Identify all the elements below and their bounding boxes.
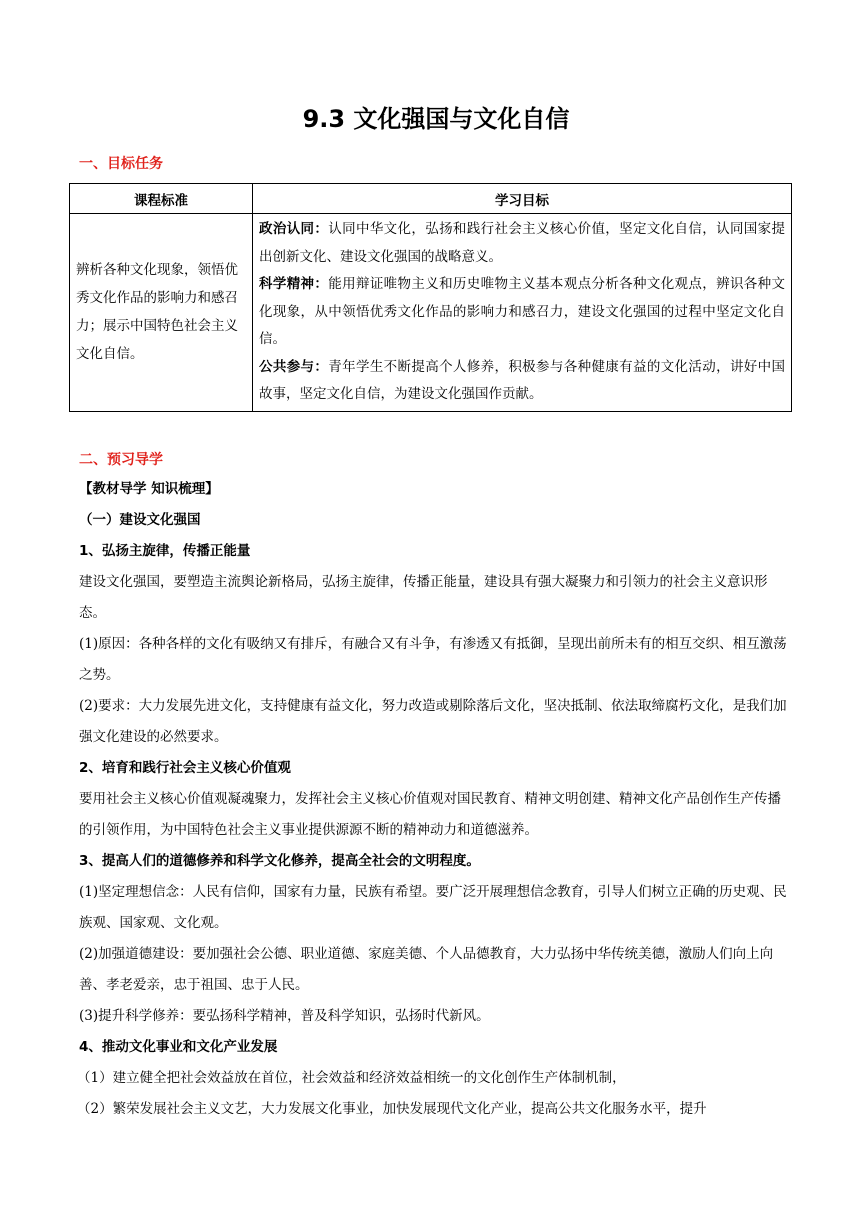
objective-item: 政治认同：认同中华文化，弘扬和践行社会主义核心价值，坚定文化自信，认同国家提出创新文化、建设文化强国的战略意义。 — [259, 221, 786, 265]
table-header-objectives: 学习目标 — [253, 184, 792, 214]
content-paragraph: 要用社会主义核心价值观凝魂聚力，发挥社会主义核心价值观对国民教育、精神文明创建、精神文化产品创作生产传播的引领作用，为中国特色社会主义事业提供源源不断的精神动力和道德滋养。 — [79, 791, 781, 838]
content-paragraph: （2）繁荣发展社会主义文艺，大力发展文化事业，加快发展现代文化产业，提高公共文化服务水平，提升 — [77, 1101, 707, 1117]
content-paragraph: (2)要求：大力发展先进文化，支持健康有益文化，努力改造或剔除落后文化，坚决抵制、依法取缔腐朽文化，是我们加强文化建设的必然要求。 — [79, 698, 787, 745]
part-heading: （一）建设文化强国 — [79, 512, 201, 528]
objective-item: 公共参与：青年学生不断提高个人修养，积极参与各种健康有益的文化活动，讲好中国故事，坚定文化自信，为建设文化强国作贡献。 — [259, 358, 786, 402]
page-title: 9.3 文化强国与文化自信 — [302, 105, 570, 133]
content-paragraph: 建设文化强国，要塑造主流舆论新格局，弘扬主旋律，传播正能量，建设具有强大凝聚力和引领力的社会主义意识形态。 — [79, 574, 768, 621]
content-paragraph: (1)原因：各种各样的文化有吸纳又有排斥，有融合又有斗争，有渗透又有抵御，呈现出前所未有的相互交织、相互激荡之势。 — [79, 636, 787, 683]
content-heading: 3、提高人们的道德修养和科学文化修养，提高全社会的文明程度。 — [79, 853, 480, 869]
objective-item: 科学精神：能用辩证唯物主义和历史唯物主义基本观点分析各种文化观点，辨识各种文化现象，从中领悟优秀文化作品的影响力和感召力，建设文化强国的过程中坚定文化自信。 — [259, 276, 786, 347]
content-paragraph: (2)加强道德建设：要加强社会公德、职业道德、家庭美德、个人品德教育，大力弘扬中华传统美德，激励人们向上向善、孝老爱亲，忠于祖国、忠于人民。 — [79, 946, 774, 993]
goals-table — [69, 183, 792, 412]
content-heading: 4、推动文化事业和文化产业发展 — [79, 1039, 278, 1055]
content-paragraph: （1）建立健全把社会效益放在首位，社会效益和经济效益相统一的文化创作生产体制机制， — [77, 1070, 626, 1086]
table-cell-standard: 辨析各种文化现象，领悟优秀文化作品的影响力和感召力；展示中国特色社会主义文化自信。 — [70, 214, 253, 412]
content-heading: 1、弘扬主旋律，传播正能量 — [79, 543, 251, 559]
section-heading-goals: 一、目标任务 — [79, 156, 163, 172]
table-header-standard: 课程标准 — [70, 184, 253, 214]
content-body — [79, 474, 789, 1125]
content-heading: 2、培育和践行社会主义核心价值观 — [79, 760, 291, 776]
section-heading-preview: 二、预习导学 — [79, 452, 163, 468]
subheading: 【教材导学 知识梳理】 — [79, 481, 219, 497]
table-cell-objectives — [253, 214, 792, 412]
content-paragraph: (3)提升科学修养：要弘扬科学精神，普及科学知识，弘扬时代新风。 — [79, 1008, 490, 1024]
content-paragraph: (1)坚定理想信念：人民有信仰，国家有力量，民族有希望。要广泛开展理想信念教育，引导人们树立正确的历史观、民族观、国家观、文化观。 — [79, 884, 787, 931]
